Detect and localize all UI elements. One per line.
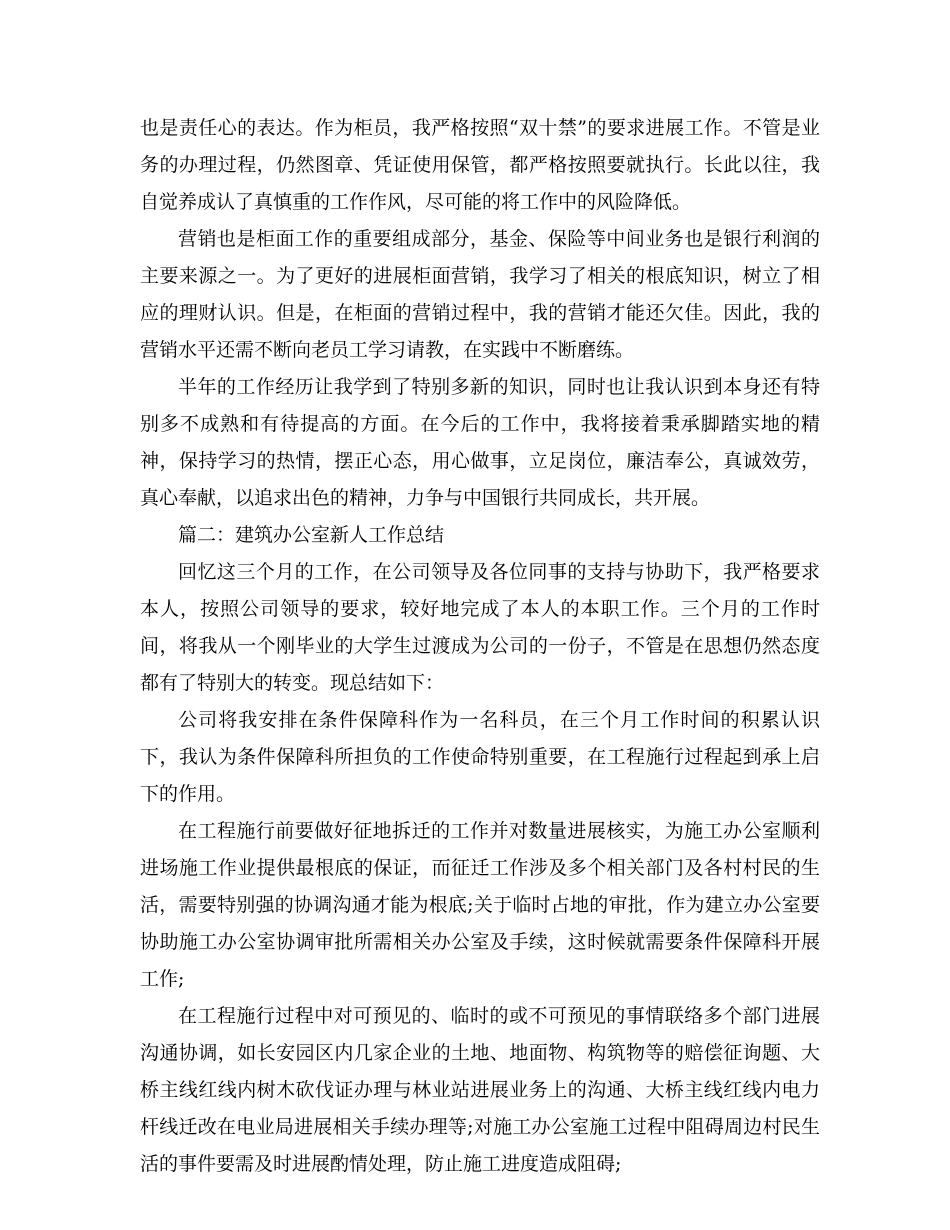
paragraph-1: 也是责任心的表达。作为柜员，我严格按照“双十禁”的要求进展工作。不管是业务的办理过程，仍然图章、凭证使用保管，都严格按照要就执行。长此以往，我自觉养成认了真慎重的工作作风，尽可能的将工作中的风险降低。: [140, 117, 820, 213]
paragraph-3: 半年的工作经历让我学到了特别多新的知识，同时也让我认识到本身还有特别多不成熟和有待提高的方面。在今后的工作中，我将接着秉承脚踏实地的精神，保持学习的热情，摆正心态，用心做事，立足岗位，廉洁奉公，真诚效劳，真心奉献，以追求出色的精神，力争与中国银行共同成长，共开展。: [140, 376, 820, 509]
paragraph-4: 回忆这三个月的工作，在公司领导及各位同事的支持与协助下，我严格要求本人，按照公司领导的要求，较好地完成了本人的本职工作。三个月的工作时间，将我从一个刚毕业的大学生过渡成为公司的一份子，不管是在思想仍然态度都有了特别大的转变。现总结如下：: [140, 561, 820, 694]
paragraph-7: 在工程施行过程中对可预见的、临时的或不可预见的事情联络多个部门进展沟通协调，如长安园区内几家企业的土地、地面物、构筑物等的赔偿征询题、大桥主线红线内树木砍伐证办理与林业站进展业务上的沟通、大桥主线红线内电力杆线迁改在电业局进展相关手续办理等;对施工办公室施工过程中阻碍周边村民生活的事件要需及时进展酌情处理，防止施工进度造成阻碍;: [140, 1005, 820, 1175]
document-page: [140, 110, 820, 1183]
paragraph-2: 营销也是柜面工作的重要组成部分，基金、保险等中间业务也是银行利润的主要来源之一。为了更好的进展柜面营销，我学习了相关的根底知识，树立了相应的理财认识。但是，在柜面的营销过程中，我的营销才能还欠佳。因此，我的营销水平还需不断向老员工学习请教，在实践中不断磨练。: [140, 228, 820, 361]
paragraph-6: 在工程施行前要做好征地拆迁的工作并对数量进展核实，为施工办公室顺利进场施工作业提供最根底的保证，而征迁工作涉及多个相关部门及各村村民的生活，需要特别强的协调沟通才能为根底;关于临时占地的审批，作为建立办公室要协助施工办公室协调审批所需相关办公室及手续，这时候就需要条件保障科开展工作;: [140, 820, 820, 990]
paragraph-5: 公司将我安排在条件保障科作为一名科员，在三个月工作时间的积累认识下，我认为条件保障科所担负的工作使命特别重要，在工程施行过程起到承上启下的作用。: [140, 709, 820, 805]
section-heading: 篇二：建筑办公室新人工作总结: [178, 524, 445, 546]
